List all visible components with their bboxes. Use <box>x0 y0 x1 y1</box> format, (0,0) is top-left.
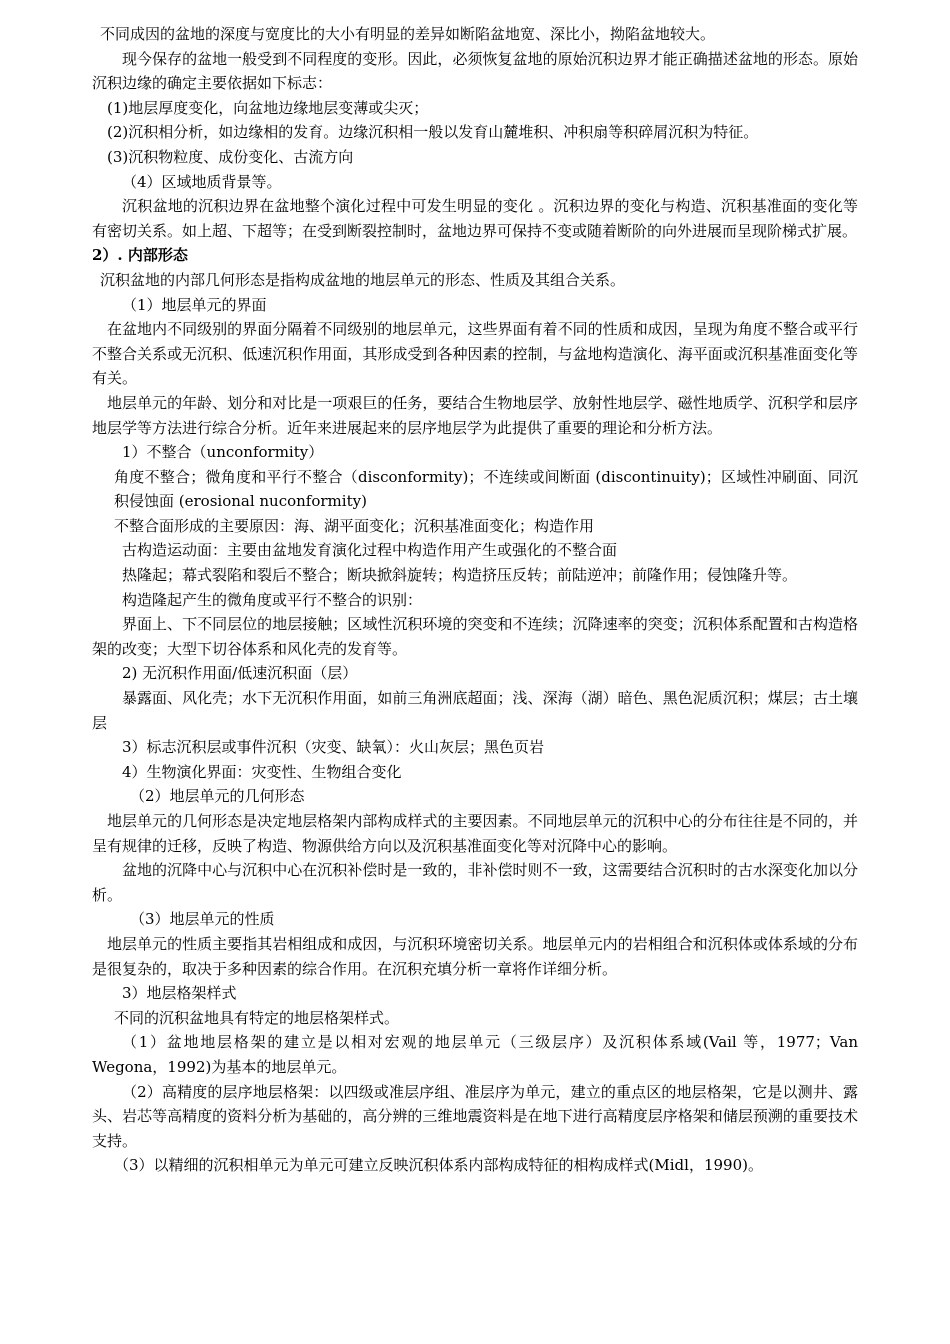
subsection-heading: （3）地层单元的性质 <box>130 910 275 929</box>
list-item: (3)沉积物粒度、成份变化、古流方向 <box>107 147 354 166</box>
paragraph: 不同的沉积盆地具有特定的地层格架样式。 <box>114 1008 400 1027</box>
subsection-heading: 3）地层格架样式 <box>122 984 237 1003</box>
paragraph: 不同成因的盆地的深度与宽度比的大小有明显的差异如断陷盆地宽、深比小，拗陷盆地较大。 <box>100 25 716 43</box>
subsection-heading: （2）地层单元的几何形态 <box>130 787 305 806</box>
list-item: (1)地层厚度变化，向盆地边缘地层变薄或尖灭； <box>107 98 429 117</box>
paragraph: 地层单元的几何形态是决定地层格架内部构成样式的主要因素。不同地层单元的沉积中心的分布往往是不同的，并呈有规律的迁移，反映了构造、物源供给方向以及沉积基准面变化等对沉降中心的影响。 <box>92 812 858 855</box>
paragraph: 界面上、下不同层位的地层接触；区域性沉积环境的突变和不连续；沉降速率的突变；沉积体系配置和古构造格架的改变；大型下切谷体系和风化壳的发育等。 <box>92 615 858 658</box>
subsection-heading: 3）标志沉积层或事件沉积（灾变、缺氧）：火山灰层；黑色页岩 <box>122 738 545 757</box>
paragraph: （2）高精度的层序地层格架：以四级或准层序组、准层序为单元，建立的重点区的地层格架，它是以测井、露头、岩芯等高精度的资料分析为基础的，高分辨的三维地震资料是在地下进行高精度层序格架和储层预溯的重要技术支持。 <box>92 1082 858 1150</box>
paragraph: 沉积盆地的内部几何形态是指构成盆地的地层单元的形态、性质及其组合关系。 <box>100 270 626 289</box>
paragraph: 不整合面形成的主要原因：海、湖平面变化；沉积基准面变化；构造作用 <box>114 516 595 535</box>
paragraph: 古构造运动面：主要由盆地发育演化过程中构造作用产生或强化的不整合面 <box>122 541 618 560</box>
paragraph: 盆地的沉降中心与沉积中心在沉积补偿时是一致的，非补偿时则不一致，这需要结合沉积时的古水深变化加以分析。 <box>92 861 858 904</box>
paragraph: 在盆地内不同级别的界面分隔着不同级别的地层单元，这些界面有着不同的性质和成因，呈现为角度不整合或平行不整合关系或无沉积、低速沉积作用面，其形成受到各种因素的控制，与盆地构造演化、海平面或沉积基准面变化等有关。 <box>92 320 858 388</box>
paragraph: 构造隆起产生的微角度或平行不整合的识别： <box>122 590 423 609</box>
paragraph: （1）盆地地层格架的建立是以相对宏观的地层单元（三级层序）及沉积体系域(Vail 等，1977；Van Wegona，1992)为基本的地层单元。 <box>92 1033 858 1076</box>
list-item: (2)沉积相分析，如边缘相的发育。边缘沉积相一般以发育山麓堆积、冲积扇等积碎屑沉积为特征。 <box>107 123 759 142</box>
section-heading: 2）. 内部形态 <box>92 246 188 265</box>
list-item: （4）区域地质背景等。 <box>122 172 282 191</box>
paragraph: 沉积盆地的沉积边界在盆地整个演化过程中可发生明显的变化 。沉积边界的变化与构造、沉积基准面的变化等有密切关系。如上超、下超等；在受到断裂控制时，盆地边界可保持不变或随着断阶的向外进展而呈现阶梯式扩展。 <box>92 197 858 240</box>
subsection-heading: （1）地层单元的界面 <box>122 295 267 314</box>
paragraph: 地层单元的年龄、划分和对比是一项艰巨的任务，要结合生物地层学、放射性地层学、磁性地质学、沉积学和层序地层学等方法进行综合分析。近年来进展起来的层序地层学为此提供了重要的理论和分析方法。 <box>92 393 858 437</box>
paragraph: 热隆起；幕式裂陷和裂后不整合；断块掀斜旋转；构造挤压反转；前陆逆冲；前隆作用；侵蚀隆升等。 <box>122 566 798 585</box>
paragraph: 地层单元的性质主要指其岩相组成和成因，与沉积环境密切关系。地层单元内的岩相组合和沉积体或体系域的分布是很复杂的，取决于多种因素的综合作用。在沉积充填分析一章将作详细分析。 <box>92 934 858 978</box>
paragraph: 暴露面、风化壳；水下无沉积作用面，如前三角洲底超面；浅、深海（湖）暗色、黑色泥质沉积；煤层；古土壤层 <box>92 689 858 732</box>
paragraph: 现今保存的盆地一般受到不同程度的变形。因此，必须恢复盆地的原始沉积边界才能正确描述盆地的形态。原始沉积边缘的确定主要依据如下标志： <box>92 49 858 93</box>
subsection-heading: 4）生物演化界面：灾变性、生物组合变化 <box>122 762 402 781</box>
paragraph: （3）以精细的沉积相单元为单元可建立反映沉积体系内部构成特征的相构成样式(Midl，1990)。 <box>114 1156 763 1175</box>
subsection-heading: 2) 无沉积作用面/低速沉积面（层） <box>122 664 358 683</box>
paragraph: 角度不整合；微角度和平行不整合（disconformity)；不连续或间断面 (discontinuity)；区域性冲刷面、同沉积侵蚀面 (erosional nuconformity) <box>114 467 858 511</box>
subsection-heading: 1）不整合（unconformity） <box>122 443 324 462</box>
